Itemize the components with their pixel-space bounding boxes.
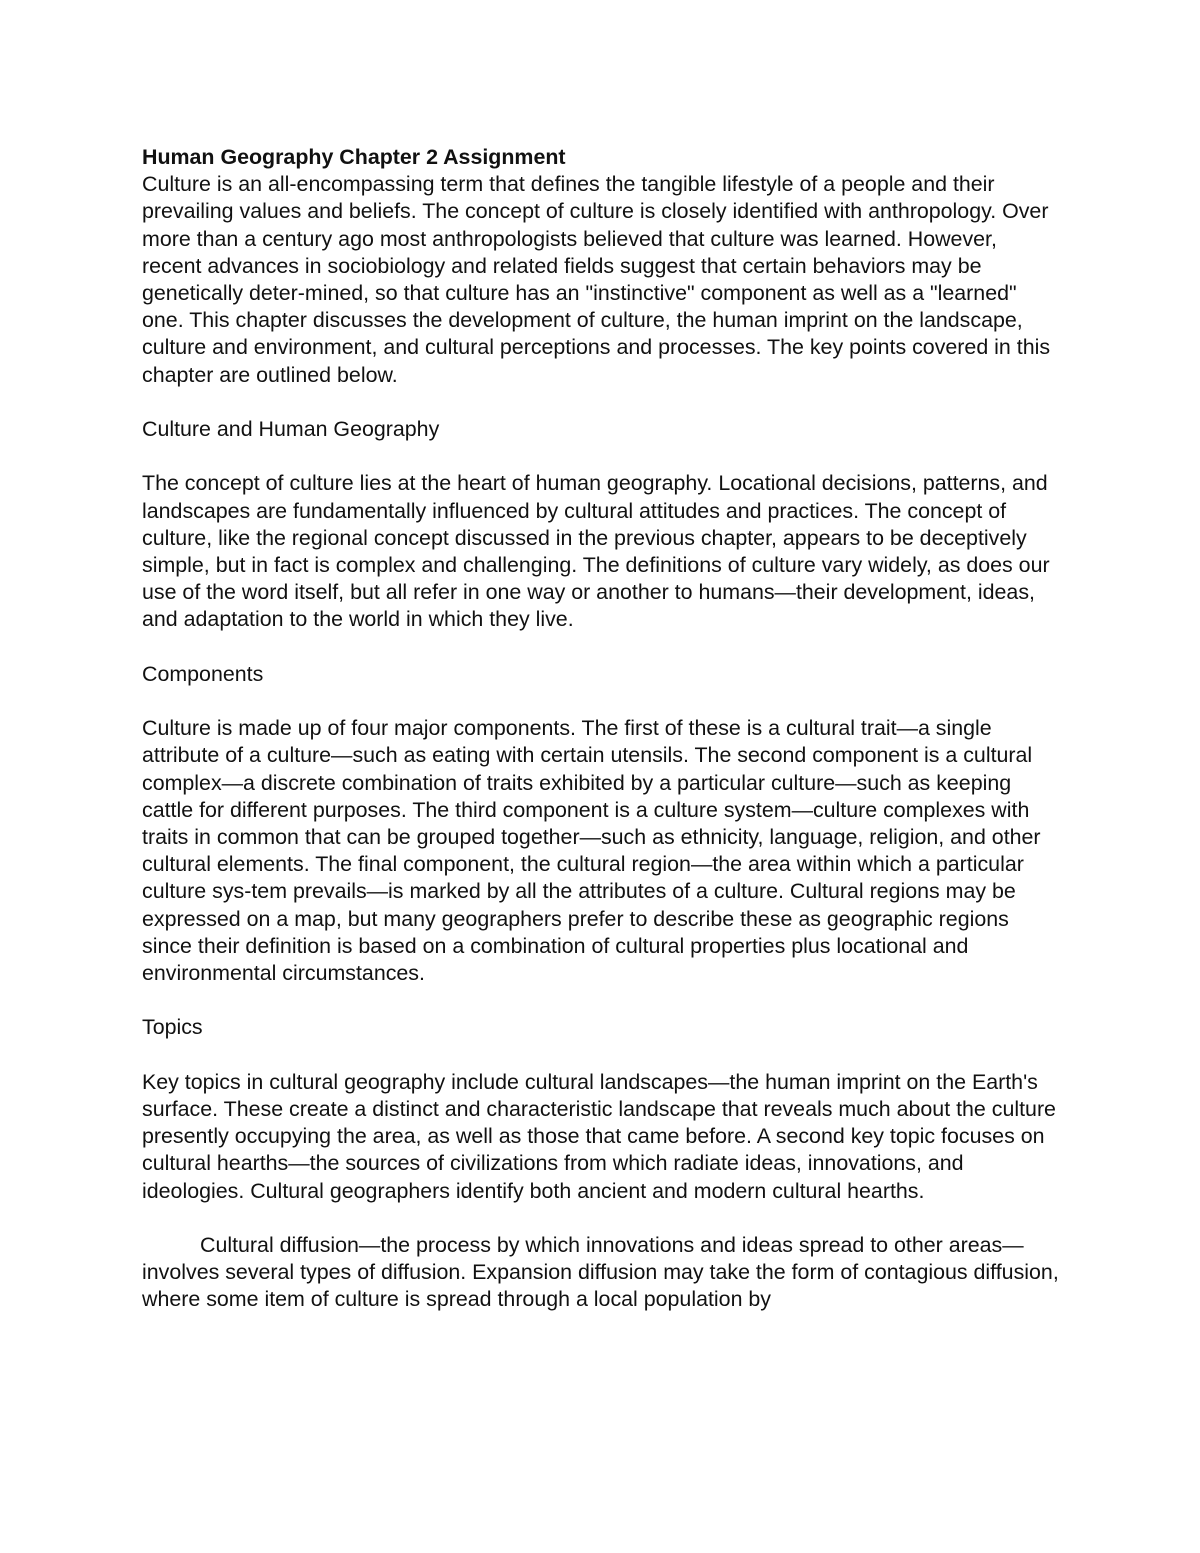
section-body-culture-and-human-geography: The concept of culture lies at the heart of human geography. Locational decisions, patterns, and landscapes are fundamentally influenced by cultural attitudes and practices. The concept of culture, like the regional concept discussed in the previous chapter, appears to be deceptively simple, but in fact is complex and challenging. The definitions of culture vary widely, as does our use of the word itself, but all refer in one way or another to humans—their development, ideas, and adaptation to the world in which they live. bbox=[142, 471, 1050, 632]
section-heading-culture-and-human-geography: Culture and Human Geography bbox=[142, 417, 440, 442]
section-heading-components: Components bbox=[142, 661, 264, 686]
section-body-cultural-diffusion: Cultural diffusion—the process by which innovations and ideas spread to other areas—involves several types of diffusion. Expansion diffusion may take the form of contagious diffusion, where some item of culture is spread through a local population by bbox=[142, 1233, 1059, 1312]
document-title: Human Geography Chapter 2 Assignment bbox=[142, 145, 566, 169]
section-heading-topics: Topics bbox=[142, 1015, 203, 1040]
section-body-components: Culture is made up of four major components. The first of these is a cultural trait—a single attribute of a culture—such as eating with certain utensils. The second component is a cultural complex—a discrete combination of traits exhibited by a particular culture—such as keeping cattle for different purposes. The third component is a culture system—culture complexes with traits in common that can be grouped together—such as ethnicity, language, religion, and other cultural elements. The final component, the cultural region—the area within which a particular culture sys-tem prevails—is marked by all the attributes of a culture. Cultural regions may be expressed on a map, but many geographers prefer to describe these as geographic regions since their definition is based on a combination of cultural properties plus locational and environmental circumstances. bbox=[142, 716, 1041, 986]
section-body-topics: Key topics in cultural geography include cultural landscapes—the human imprint on the Earth's surface. These create a distinct and characteristic landscape that reveals much about the culture presently occupying the area, as well as those that came before. A second key topic focuses on cultural hearths—the sources of civilizations from which radiate ideas, innovations, and ideologies. Cultural geographers identify both ancient and modern cultural hearths. bbox=[142, 1069, 1056, 1203]
intro-paragraph: Culture is an all-encompassing term that defines the tangible lifestyle of a people and their prevailing values and beliefs. The concept of culture is closely identified with anthropology. Over more than a century ago most anthropologists believed that culture was learned. However, recent advances in sociobiology and related fields suggest that certain behaviors may be genetically deter-mined, so that culture has an "instinctive" component as well as a "learned" one. This chapter discusses the development of culture, the human imprint on the landscape, culture and environment, and cultural perceptions and processes. The key points covered in this chapter are outlined below. bbox=[142, 172, 1051, 387]
document-body bbox=[142, 144, 1062, 1314]
